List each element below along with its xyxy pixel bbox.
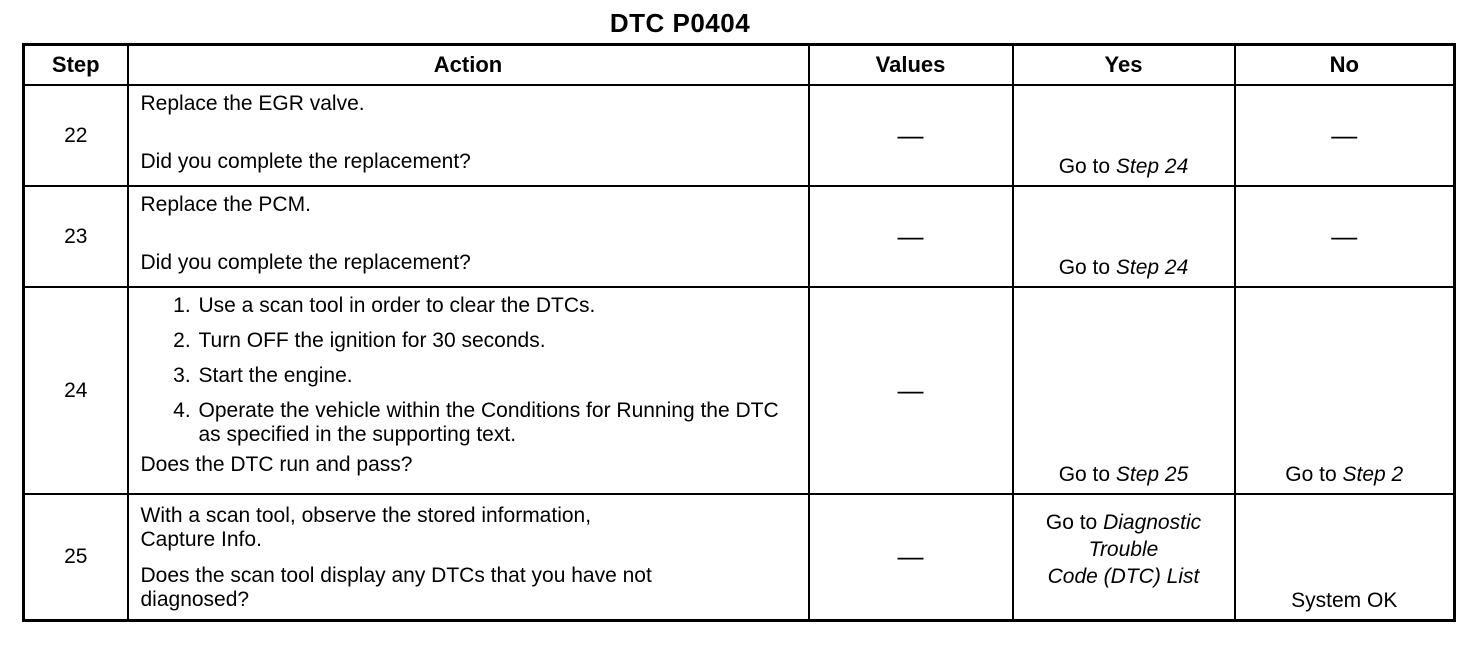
table-row xyxy=(24,287,1455,494)
action-cell xyxy=(128,85,809,186)
header-values: Values xyxy=(809,45,1013,86)
procedure-list xyxy=(141,294,798,447)
yes-link-line: Code (DTC) List xyxy=(1047,565,1200,588)
step-number: 24 xyxy=(24,287,128,494)
header-no: No xyxy=(1235,45,1455,86)
action-cell xyxy=(128,494,809,620)
step-number: 25 xyxy=(24,494,128,620)
yes-cell: Go to Diagnostic Trouble Code (DTC) List xyxy=(1013,494,1235,620)
table-row xyxy=(24,186,1455,287)
question-text: diagnosed? xyxy=(140,588,250,611)
question-text: Did you complete the replacement? xyxy=(140,150,471,173)
header-row xyxy=(24,45,1455,86)
list-item: 4. Operate the vehicle within the Conditions for Running the DTC as specified in the supporting text. xyxy=(197,399,798,447)
value-cell: — xyxy=(809,186,1013,287)
header-yes: Yes xyxy=(1013,45,1235,86)
table-row xyxy=(24,85,1455,186)
no-cell: System OK xyxy=(1235,494,1455,620)
yes-cell: Go to Step 24 xyxy=(1013,85,1235,186)
yes-link-line: Trouble xyxy=(1088,538,1159,561)
action-text: With a scan tool, observe the stored information, xyxy=(140,504,592,527)
table-row xyxy=(24,494,1455,620)
step-number: 22 xyxy=(24,85,128,186)
no-step-link: Step 2 xyxy=(1342,463,1404,486)
action-text: Replace the PCM. xyxy=(140,193,311,216)
question-text: Does the scan tool display any DTCs that you have not xyxy=(140,564,652,587)
value-cell: — xyxy=(809,85,1013,186)
header-action: Action xyxy=(128,45,809,86)
action-cell xyxy=(128,186,809,287)
no-cell: — xyxy=(1235,85,1455,186)
yes-cell: Go to Step 24 xyxy=(1013,186,1235,287)
yes-step-link: Step 24 xyxy=(1115,155,1189,178)
no-cell: — xyxy=(1235,186,1455,287)
diagnostic-table xyxy=(22,43,1456,622)
list-item: 3. Start the engine. xyxy=(197,364,798,388)
step-number: 23 xyxy=(24,186,128,287)
question-text: Did you complete the replacement? xyxy=(140,251,471,274)
yes-step-link: Step 24 xyxy=(1115,256,1189,279)
header-step: Step xyxy=(24,45,128,86)
list-item: 2. Turn OFF the ignition for 30 seconds. xyxy=(197,329,798,353)
value-cell: — xyxy=(809,494,1013,620)
list-item: 1. Use a scan tool in order to clear the DTCs. xyxy=(197,294,798,318)
action-text: Capture Info. xyxy=(140,528,262,551)
yes-step-link: Step 25 xyxy=(1115,463,1189,486)
question-text: Does the DTC run and pass? xyxy=(140,453,413,476)
action-cell xyxy=(128,287,809,494)
page-title: DTC P0404 xyxy=(609,8,751,38)
yes-link-line: Diagnostic xyxy=(1103,511,1202,534)
yes-cell: Go to Step 25 xyxy=(1013,287,1235,494)
value-cell: — xyxy=(809,287,1013,494)
action-text: Replace the EGR valve. xyxy=(140,92,365,115)
no-cell: Go to Step 2 xyxy=(1235,287,1455,494)
